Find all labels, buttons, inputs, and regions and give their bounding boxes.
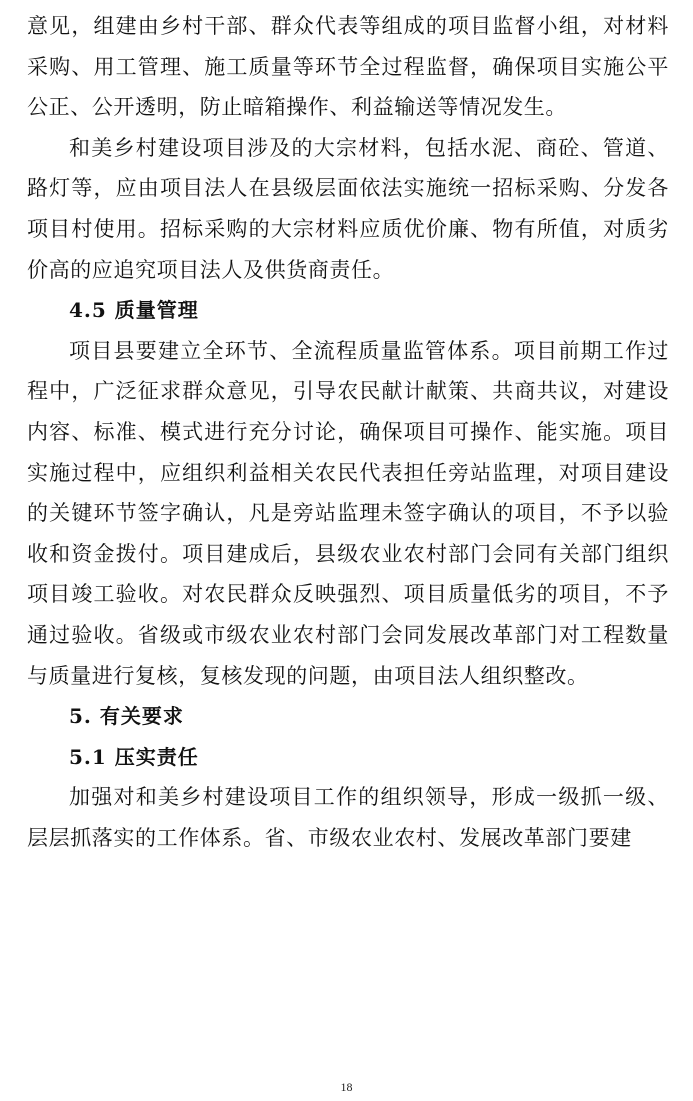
section-title: 压实责任 bbox=[114, 744, 199, 769]
section-heading-requirements bbox=[27, 696, 669, 737]
paragraph-quality-supervision: 项目县要建立全环节、全流程质量监管体系。项目前期工作过程中，广泛征求群众意见，引导农民献计献策、共商共议，对建设内容、标准、模式进行充分讨论，确保项目可操作、能实施。项目实施过程中，应组织利益相关农民代表担任旁站监理，对项目建设的关键环节签字确认，凡是旁站监理未签字确认的项目，不予以验收和资金拨付。项目建成后，县级农业农村部门会同有关部门组织项目竣工验收。对农民群众反映强烈、项目质量低劣的项目，不予通过验收。省级或市级农业农村部门会同发展改革部门对工程数量与质量进行复核，复核发现的问题，由项目法人组织整改。 bbox=[27, 338, 669, 688]
paragraph-bulk-materials: 和美乡村建设项目涉及的大宗材料，包括水泥、商砼、管道、路灯等，应由项目法人在县级层面依法实施统一招标采购、分发各项目村使用。招标采购的大宗材料应质优价廉、物有所值，对质劣价高的应追究项目法人及供货商责任。 bbox=[27, 135, 669, 282]
paragraph-organization-leadership: 加强对和美乡村建设项目工作的组织领导，形成一级抓一级、层层抓落实的工作体系。省、市级农业农村、发展改革部门要建 bbox=[27, 785, 669, 850]
section-title: 有关要求 bbox=[99, 704, 184, 729]
paragraph-supervision-group: 意见，组建由乡村干部、群众代表等组成的项目监督小组，对材料采购、用工管理、施工质量等环节全过程监督，确保项目实施公平公正、公开透明，防止暗箱操作、利益输送等情况发生。 bbox=[27, 14, 669, 120]
section-number: 5.1 bbox=[69, 744, 107, 769]
section-heading-responsibility bbox=[27, 737, 669, 778]
document-body bbox=[27, 6, 669, 858]
section-title: 质量管理 bbox=[114, 298, 199, 323]
section-number: 5. bbox=[69, 704, 92, 729]
section-heading-quality-management bbox=[27, 290, 669, 331]
section-number: 4.5 bbox=[69, 298, 107, 323]
page-number: 18 bbox=[340, 1080, 353, 1094]
